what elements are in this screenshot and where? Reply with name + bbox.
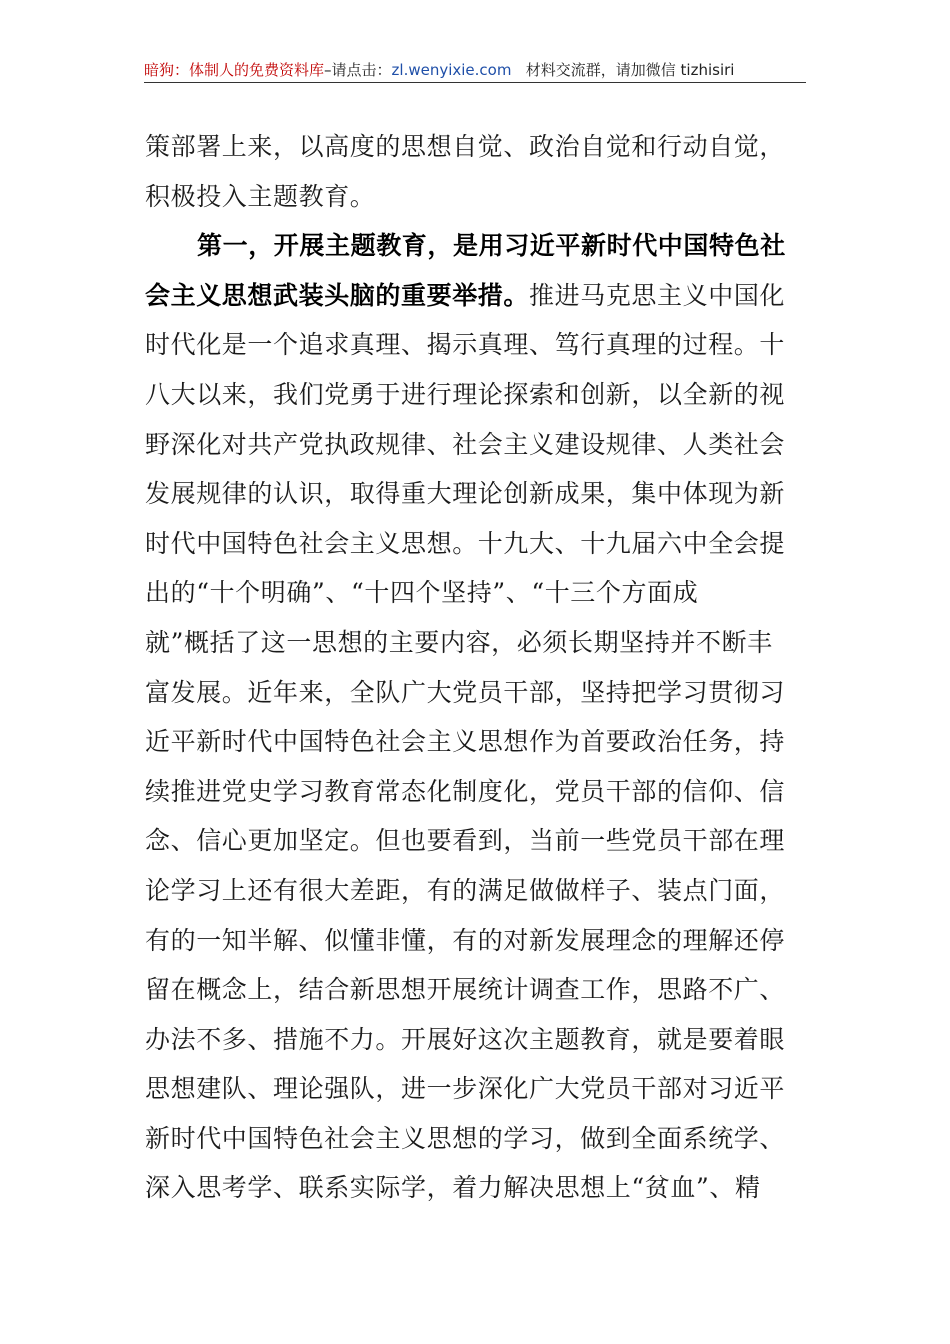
- section-heading-line: [145, 271, 787, 321]
- body-line: 野深化对共产党执政规律、社会主义建设规律、人类社会: [145, 429, 786, 459]
- page-header: [144, 58, 806, 82]
- body-line: 办法不多、措施不力。开展好这次主题教育，就是要着眼: [145, 1024, 786, 1054]
- body-line: 出的“十个明确”、“十四个坚持”、“十三个方面成: [145, 578, 699, 608]
- body-line: 富发展。近年来，全队广大党员干部，坚持把学习贯彻习: [145, 677, 786, 707]
- body-line: 思想建队、理论强队，进一步深化广大党员干部对习近平: [145, 1074, 786, 1104]
- body-line: 就”概括了这一思想的主要内容，必须长期坚持并不断丰: [145, 627, 773, 657]
- body-line: 时代化是一个追求真理、揭示真理、笃行真理的过程。十: [145, 330, 786, 360]
- body-line: 策部署上来，以高度的思想自觉、政治自觉和行动自觉，: [145, 132, 786, 161]
- body-line: 发展规律的认识，取得重大理论创新成果，集中体现为新: [145, 479, 786, 509]
- header-contact-text: 材料交流群，请加微信 tizhisiri: [525, 61, 735, 79]
- body-line: 有的一知半解、似懂非懂，有的对新发展理念的理解还停: [145, 925, 786, 955]
- section-heading-part: 会主义思想武装头脑的重要举措。: [145, 280, 530, 310]
- section-heading-line: [145, 221, 787, 271]
- header-site-name: 暗狗：体制人的免费资料库: [144, 61, 325, 79]
- section-heading-part: 第一，开展主题教育，是用习近平新时代中国特色社: [197, 231, 786, 261]
- body-line: 论学习上还有很大差距，有的满足做做样子、装点门面，: [145, 875, 786, 905]
- body-line: 积极投入主题教育。: [145, 181, 376, 211]
- header-divider: [144, 82, 806, 83]
- body-line: 念、信心更加坚定。但也要看到，当前一些党员干部在理: [145, 826, 786, 856]
- body-line: 八大以来，我们党勇于进行理论探索和创新，以全新的视: [145, 379, 786, 409]
- body-line: 深入思考学、联系实际学，着力解决思想上“贫血”、精: [145, 1173, 761, 1203]
- body-line: 时代中国特色社会主义思想。十九大、十九届六中全会提: [145, 528, 786, 558]
- body-line: 续推进党史学习教育常态化制度化，党员干部的信仰、信: [145, 776, 786, 806]
- body-line: 新时代中国特色社会主义思想的学习，做到全面系统学、: [145, 1123, 786, 1153]
- document-body: [145, 122, 787, 1213]
- header-url-link[interactable]: zl.wenyixie.com: [391, 61, 512, 79]
- body-line: 留在概念上，结合新思想开展统计调查工作，思路不广、: [145, 975, 786, 1005]
- body-line: 近平新时代中国特色社会主义思想作为首要政治任务，持: [145, 727, 786, 757]
- header-click-prompt: –请点击：: [324, 61, 392, 79]
- header-contact: [511, 61, 734, 79]
- body-text-part: 推进马克思主义中国化: [529, 280, 786, 310]
